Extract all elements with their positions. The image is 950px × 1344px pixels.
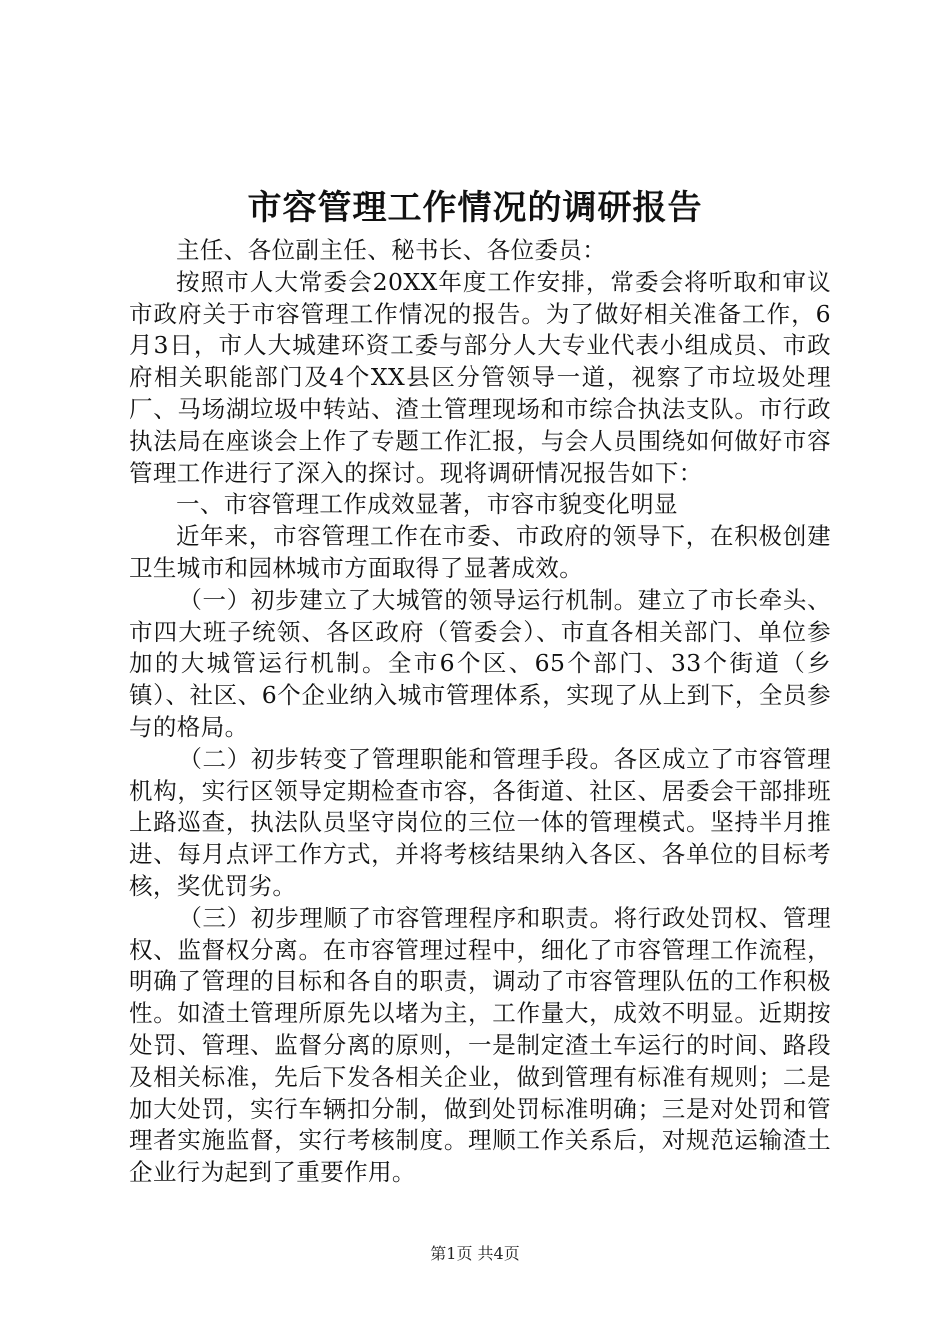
intro-paragraph: 按照市人大常委会20XX年度工作安排，常委会将听取和审议市政府关于市容管理工作情况的报告。为了做好相关准备工作，6月3日，市人大城建环资工委与部分人大专业代表小组成员、市政府相关职能部门及4个XX县区分管领导一道，视察了市垃圾处理厂、马场湖垃圾中转站、渣土管理现场和市综合执法支队。市行政执法局在座谈会上作了专题工作汇报，与会人员围绕如何做好市容管理工作进行了深入的探讨。现将调研情况报告如下：	[129, 267, 831, 487]
subsection-paragraph: （二）初步转变了管理职能和管理手段。各区成立了市容管理机构，实行区领导定期检查市容，各街道、社区、居委会干部排班上路巡查，执法队员坚守岗位的三位一体的管理模式。坚持半月推进、每月点评工作方式，并将考核结果纳入各区、各单位的目标考核，奖优罚劣。	[129, 744, 831, 900]
page-number: 第1页 共4页	[430, 1244, 520, 1263]
document-title: 市容管理工作情况的调研报告	[247, 188, 703, 228]
section-heading: 一、市容管理工作成效显著，市容市貌变化明显	[176, 490, 678, 519]
document-body	[129, 235, 831, 1189]
subsection-paragraph: （三）初步理顺了市容管理程序和职责。将行政处罚权、管理权、监督权分离。在市容管理过程中，细化了市容管理工作流程，明确了管理的目标和各自的职责，调动了市容管理队伍的工作积极性。如渣土管理所原先以堵为主，工作量大，成效不明显。近期按处罚、管理、监督分离的原则，一是制定渣土车运行的时间、路段及相关标准，先后下发各相关企业，做到管理有标准有规则；二是加大处罚，实行车辆扣分制，做到处罚标准明确；三是对处罚和管理者实施监督，实行考核制度。理顺工作关系后，对规范运输渣土企业行为起到了重要作用。	[129, 903, 831, 1187]
salutation: 主任、各位副主任、秘书长、各位委员：	[176, 236, 607, 264]
subsection-paragraph: （一）初步建立了大城管的领导运行机制。建立了市长牵头、市四大班子统领、各区政府（管委会）、市直各相关部门、单位参加的大城管运行机制。全市6个区、65个部门、33个街道（乡镇）、社区、6个企业纳入城市管理体系，实现了从上到下，全员参与的格局。	[129, 585, 831, 741]
body-paragraph: 近年来，市容管理工作在市委、市政府的领导下，在积极创建卫生城市和园林城市方面取得了显著成效。	[129, 522, 831, 582]
